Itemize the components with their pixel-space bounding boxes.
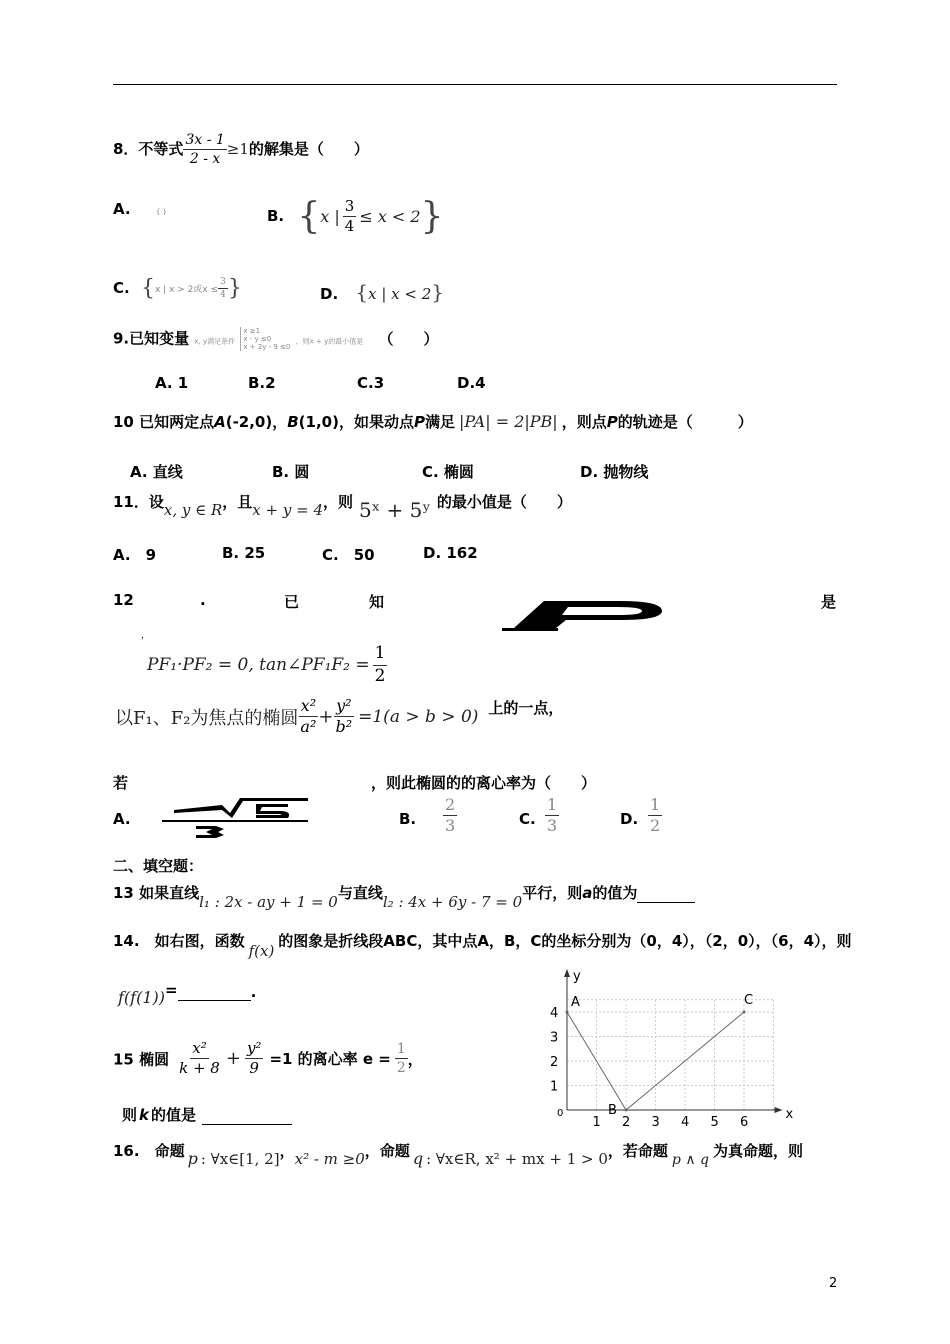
q15-text-pre: 15 椭圆 xyxy=(113,1050,170,1069)
q12-option-c-fraction xyxy=(545,796,559,836)
origin-label: 0 xyxy=(557,1108,564,1119)
section-heading-text: 二、填空题： xyxy=(113,857,204,875)
q10-option-d-text: D. 抛物线 xyxy=(580,463,649,481)
q12-option-a-radical-graphic xyxy=(160,796,310,840)
y-tick-label-3: 3 xyxy=(550,1030,559,1046)
q9-constraint-system xyxy=(240,327,290,351)
q9-option-b xyxy=(248,374,276,392)
q15-text-mid: =1 的离心率 e = xyxy=(269,1050,391,1069)
q11-text-mid2: ，则 xyxy=(322,493,353,511)
q12-b-num: 2 xyxy=(443,796,457,816)
q10-option-a-text: A. 直线 xyxy=(130,463,183,481)
q13-text-pre: 13 如果直线 xyxy=(113,884,200,902)
q12-condition-fraction xyxy=(373,644,388,686)
q11-text-mid: ，且 xyxy=(222,493,253,511)
x-axis-arrow xyxy=(775,1107,783,1113)
q10-coord-a: (-2,0)， xyxy=(225,413,288,431)
q12-b-den: 3 xyxy=(445,816,456,836)
q16-p: p xyxy=(187,1149,198,1168)
q12-yi-text: 已 xyxy=(284,593,300,611)
q12-condition-text: PF₁·PF₂ = 0, tan∠PF₁F₂ = xyxy=(147,655,370,676)
point-label-c: C xyxy=(744,993,754,1008)
q12-stem-post xyxy=(371,772,596,793)
q13-variable: a xyxy=(582,884,593,902)
q16-p-expr: x² - m ≥0 xyxy=(294,1150,365,1168)
q9-option-a-text: A. 1 xyxy=(155,374,189,392)
q10-point-p-2: P xyxy=(606,413,618,431)
q12-shi xyxy=(821,591,836,612)
q16-sep: ， xyxy=(279,1142,295,1160)
q16-q-def: : ∀x∈R, x² + mx + 1 > 0 xyxy=(426,1150,608,1168)
q10-text-post: ，则点 xyxy=(561,413,607,431)
q15-line2-pre: 则 xyxy=(122,1106,138,1124)
point-label-b: B xyxy=(608,1103,617,1118)
q10-text-end: 的轨迹是（ ） xyxy=(617,413,753,431)
q10-text-mid: 满足 xyxy=(424,413,455,431)
graph-tick-labels xyxy=(550,1006,748,1130)
q9-tiny-right: ，则x + y的最小值是 xyxy=(295,337,364,346)
x-tick-label-4: 4 xyxy=(681,1115,690,1130)
q12-b-label: B. xyxy=(399,810,417,828)
q12-ell-y: y² xyxy=(334,697,353,717)
q10-option-c-text: C. 椭圆 xyxy=(422,463,474,481)
q10-point-b: B xyxy=(287,413,299,431)
q13-text-mid: 与直线 xyxy=(337,884,383,902)
q8-fraction xyxy=(183,132,226,167)
q8-d-label: D. xyxy=(320,285,339,303)
question-8-stem xyxy=(113,132,369,167)
q12-number xyxy=(113,591,134,609)
q12-option-d xyxy=(620,810,638,828)
x-tick-label-3: 3 xyxy=(651,1115,660,1130)
q15-x-fraction xyxy=(177,1040,222,1078)
q9-option-c xyxy=(357,374,384,392)
question-9-stem xyxy=(113,327,438,351)
q10-option-a xyxy=(130,461,183,482)
q8-b-label: B. xyxy=(267,207,285,225)
q8-option-b: B. {x | $\frac{3}{4}$ ≤ x < 2} xyxy=(267,196,444,237)
q15-e-num: 1 xyxy=(395,1041,408,1059)
q10-coord-b: (1,0)，如果动点 xyxy=(298,413,414,431)
q9-paren: （ ） xyxy=(378,329,439,348)
question-16-stem xyxy=(113,1140,803,1168)
q13-line-1: l₁ : 2x - ay + 1 = 0 xyxy=(199,893,338,911)
q15-variable: k xyxy=(139,1106,149,1124)
q8-text-post: 的解集是（ ） xyxy=(248,140,369,159)
q11-option-d xyxy=(423,544,478,562)
q14-fx: f(x) xyxy=(248,942,275,960)
q15-y-fraction xyxy=(245,1040,264,1078)
q13-text-mid2: 平行，则 xyxy=(522,884,583,902)
q12-yi xyxy=(284,591,299,612)
q14-period: . xyxy=(250,983,257,1001)
q11-math-1: x, y ∈ R xyxy=(163,501,223,519)
q10-option-c xyxy=(422,461,474,482)
q15-plus: + xyxy=(225,1048,241,1070)
q11-option-d-text: D. 162 xyxy=(423,544,478,562)
q12-d-den: 2 xyxy=(650,816,661,836)
q11-option-b-text: B. 25 xyxy=(222,544,266,562)
q11-math-2: x + y = 4 xyxy=(252,501,323,519)
q10-text-pre: 10 已知两定点 xyxy=(113,413,215,431)
q15-e-den: 2 xyxy=(396,1060,406,1077)
q16-text-pre: 16. 命题 xyxy=(113,1142,185,1160)
q9-option-d-text: D.4 xyxy=(457,374,486,392)
q12-ellipse-x-frac xyxy=(298,697,318,737)
q15-fx-den: k + 8 xyxy=(179,1059,220,1078)
q8-option-c: C. {x | x > 2或x ≤ $\frac{3}{4}$ } xyxy=(113,276,242,301)
q13-line-2: l₂ : 4x + 6y - 7 = 0 xyxy=(382,893,523,911)
q12-d-label: D. xyxy=(620,810,639,828)
q8-c-num: 3 xyxy=(218,277,228,289)
q11-text-pre: 11．设 xyxy=(113,493,164,511)
y-tick-label-1: 1 xyxy=(550,1079,559,1095)
q8-b-tail: ≤ x < 2 xyxy=(359,207,421,226)
q12-d-num: 1 xyxy=(648,796,662,816)
q14-expression-line xyxy=(118,981,257,1007)
question-10-stem xyxy=(113,411,753,432)
page-number-text: 2 xyxy=(829,1276,838,1291)
x-tick-label-2: 2 xyxy=(622,1115,631,1130)
y-axis-arrow xyxy=(564,969,570,977)
q10-condition: |PA| = 2|PB| xyxy=(458,412,558,431)
header-rule xyxy=(113,84,837,85)
question-15-stem xyxy=(113,1040,423,1078)
q8-c-set: x | x > 2或x ≤ xyxy=(154,285,219,295)
q8-text-pre: 8．不等式 xyxy=(113,140,184,159)
q10-point-a: A xyxy=(214,413,226,431)
q14-answer-blank[interactable] xyxy=(178,988,251,1001)
polyline-graph xyxy=(520,964,794,1130)
q8-b-fraction xyxy=(343,198,357,236)
q12-condition xyxy=(147,644,387,686)
q9-constraint-2: x - y ≤0 xyxy=(243,335,272,343)
q10-option-b-text: B. 圆 xyxy=(272,463,310,481)
x-tick-label-6: 6 xyxy=(740,1115,749,1130)
q15-line2-post: 的值是 xyxy=(151,1106,197,1124)
q12-stem-post-text: ，则此椭圆的的离心率为（ ） xyxy=(371,774,597,792)
q16-text-mid2: ，若命题 xyxy=(607,1142,668,1160)
q12-dot xyxy=(200,591,206,609)
q13-text-post: 的值为 xyxy=(592,884,638,902)
y-tick-label-4: 4 xyxy=(550,1006,559,1021)
x-axis-label: x xyxy=(785,1107,794,1122)
q9-constraint-1: x ≥1 xyxy=(243,327,261,335)
q9-option-d xyxy=(457,374,486,392)
q16-text-mid: ，命题 xyxy=(364,1142,410,1160)
q14-text-post: 的图象是折线段ABC，其中点A，B，C的坐标分别为（0，4），（2，0），（6，4），则 xyxy=(278,932,852,950)
q12-c-num: 1 xyxy=(545,796,559,816)
q11-option-a xyxy=(113,544,156,565)
q15-fy-num: y² xyxy=(245,1040,264,1059)
q11-text-post: 的最小值是（ ） xyxy=(436,493,572,511)
q12-cond-num: 1 xyxy=(373,644,388,666)
page-number xyxy=(829,1276,837,1291)
question-11-stem xyxy=(113,488,572,522)
point-label-a: A xyxy=(571,995,580,1010)
q12-option-c xyxy=(519,810,536,828)
q8-b-num: 3 xyxy=(343,198,357,217)
q12-ell-tail: =1(a > b > 0) xyxy=(358,706,479,727)
q12-option-d-fraction xyxy=(648,796,662,836)
q12-ell-b: b² xyxy=(335,717,353,737)
q15-line-2 xyxy=(122,1104,292,1125)
q8-b-den: 4 xyxy=(344,217,355,235)
q12-a-label: A. xyxy=(113,810,131,828)
q11-option-c-text: C. 50 xyxy=(322,546,375,564)
q15-answer-blank[interactable] xyxy=(202,1110,292,1125)
q12-ell-a: a² xyxy=(300,717,317,737)
q12-ellipse-line: 以F₁、F₂为焦点的椭圆 $\frac{\text{x²}}{\text{a²}}$ + $\frac{\text{y²}}{\text{b²}}$ =1(a > b > 0) 上的一点， xyxy=(115,696,564,737)
q11-math-3: 5ˣ + 5ʸ xyxy=(359,498,431,522)
point-c xyxy=(743,1011,746,1014)
graph-grid xyxy=(567,1000,774,1110)
q16-q: q xyxy=(412,1149,424,1168)
point-b xyxy=(625,1109,628,1112)
point-a xyxy=(566,1011,569,1014)
q12-dot-text: . xyxy=(200,591,206,609)
q11-option-c xyxy=(322,544,375,565)
q8-a-label: A. xyxy=(113,200,131,218)
q9-option-a xyxy=(155,374,188,392)
q12-cond-den: 2 xyxy=(374,665,386,686)
q12-ruo-text: 若 xyxy=(113,774,129,792)
q8-frac-num: 3x - 1 xyxy=(183,132,226,150)
q14-equals: = xyxy=(165,981,178,999)
q8-option-d: D. {x | x < 2} xyxy=(320,280,445,304)
q12-zhi-text: 知 xyxy=(369,593,385,611)
q12-option-b xyxy=(399,810,416,828)
q12-option-a xyxy=(113,810,131,828)
q8-option-a: A. { } xyxy=(113,200,167,218)
graph-axes xyxy=(564,969,794,1122)
q10-option-b xyxy=(272,461,309,482)
q12-shi-text: 是 xyxy=(821,593,837,611)
q9-constraint-3: x + 2y - 9 ≤0 xyxy=(243,343,291,351)
q8-relation: ≥1 xyxy=(226,140,249,159)
distorted-p-graphic xyxy=(500,598,666,632)
q10-option-d xyxy=(580,461,648,482)
q12-c-den: 3 xyxy=(547,816,558,836)
q15-e-fraction xyxy=(395,1041,408,1076)
q11-option-a-text: A. 9 xyxy=(113,546,157,564)
y-axis-label: y xyxy=(573,969,581,984)
q12-ellipse-y-frac xyxy=(333,697,354,737)
q12-number-text: 12 xyxy=(113,591,134,609)
section-heading-fill-in xyxy=(113,855,203,876)
q8-c-den: 4 xyxy=(220,290,226,300)
question-13-stem xyxy=(113,882,695,911)
q11-option-b xyxy=(222,544,265,562)
q12-small-mark-text: ， xyxy=(141,631,151,641)
q16-p-def: : ∀x∈[1, 2] xyxy=(200,1150,280,1168)
x-tick-label-1: 1 xyxy=(592,1115,601,1130)
q12-ruo xyxy=(113,772,128,793)
q8-d-set: x | x < 2 xyxy=(368,285,432,303)
q12-ellipse-pre: 以F₁、F₂为焦点的椭圆 xyxy=(115,707,299,729)
q8-c-fraction xyxy=(218,277,228,301)
q12-c-label: C. xyxy=(519,810,536,828)
y-tick-label-2: 2 xyxy=(550,1055,559,1070)
q9-text: 9.已知变量 xyxy=(113,329,190,348)
q8-frac-den: 2 - x xyxy=(189,151,221,168)
q8-b-set: x | xyxy=(320,207,340,226)
q12-small-mark xyxy=(141,628,150,641)
q9-option-b-text: B.2 xyxy=(248,374,276,392)
q16-p-and-q: p ∧ q xyxy=(671,1152,709,1168)
q12-zhi xyxy=(369,591,384,612)
q8-c-label: C. xyxy=(113,279,130,297)
q12-option-b-fraction xyxy=(443,796,457,836)
q12-ellipse-post: 上的一点， xyxy=(488,699,564,718)
q14-text-pre: 14. 如右图，函数 xyxy=(113,932,245,950)
q15-comma: ， xyxy=(407,1050,423,1069)
x-tick-label-5: 5 xyxy=(710,1115,719,1130)
q9-option-c-text: C.3 xyxy=(357,374,385,392)
q13-answer-blank[interactable] xyxy=(637,888,695,903)
question-14-stem xyxy=(113,930,852,960)
q14-expression: f(f(1)) xyxy=(118,988,165,1007)
q9-tiny-left: x, y满足条件 xyxy=(194,337,236,346)
q16-text-end: 为真命题，则 xyxy=(712,1142,803,1160)
q10-point-p: P xyxy=(413,413,425,431)
q15-fy-den: 9 xyxy=(249,1059,259,1078)
q15-fx-num: x² xyxy=(190,1040,208,1059)
q12-ell-x: x² xyxy=(299,697,318,717)
